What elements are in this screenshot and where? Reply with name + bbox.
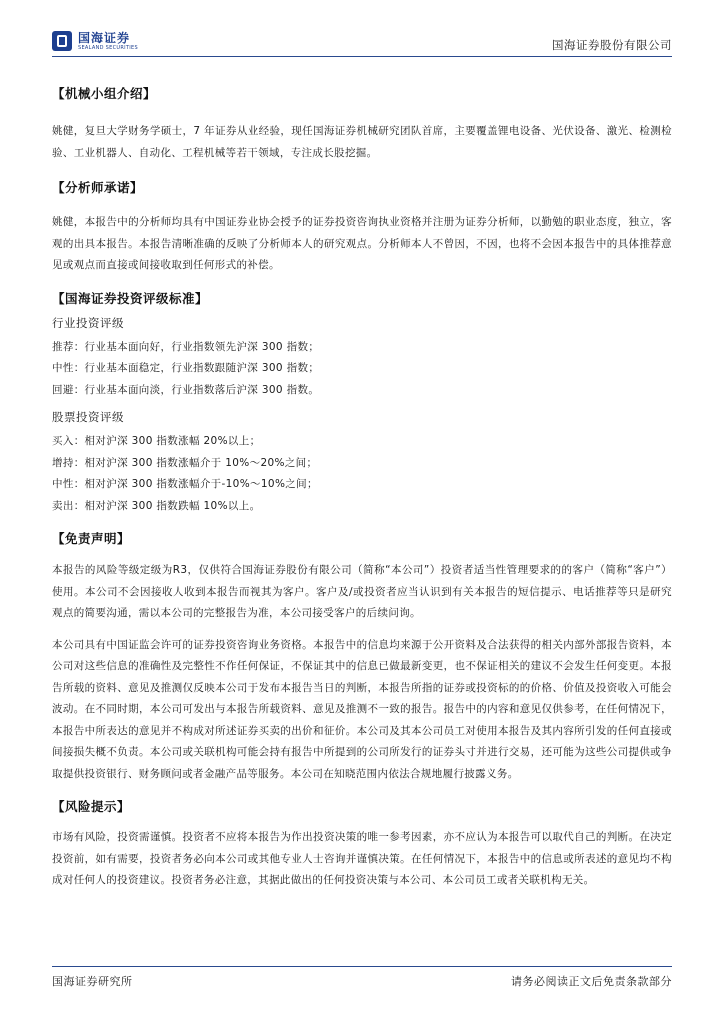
page-header: [0, 0, 724, 60]
commitment-section-body: 姚健，本报告中的分析师均具有中国证券业协会授予的证券投资咨询执业资格并注册为证券分析师，以勤勉的职业态度，独立，客观的出具本报告。本报告清晰准确的反映了分析师本人的研究观点。分析师本人不曾因，不因，也将不会因本报告中的具体推荐意见或观点而直接或间接收取到任何形式的补偿。: [52, 216, 672, 271]
stock-rating-line: 中性：相对沪深 300 指数涨幅介于-10%～10%之间；: [52, 478, 318, 490]
industry-rating-line: 推荐：行业基本面向好，行业指数领先沪深 300 指数；: [52, 340, 320, 353]
stock-rating-line: 卖出：相对沪深 300 指数跌幅 10%以上。: [52, 499, 261, 512]
industry-rating-line: 回避：行业基本面向淡，行业指数落后沪深 300 指数。: [52, 383, 320, 396]
rating-section-title: 【国海证券投资评级标准】: [52, 290, 209, 306]
stock-rating-title: 股票投资评级: [52, 410, 124, 424]
footer-divider: [52, 966, 672, 967]
disclaimer-paragraph-2: 本公司具有中国证监会许可的证券投资咨询业务资格。本报告中的信息均来源于公开资料及合法获得的相关内部外部报告资料，本公司对这些信息的准确性及完整性不作任何保证，不保证其中的信息已做最新变更，也不保证相关的建议不会发生任何变更。本报告所载的资料、意见及推测仅反映本公司于发布本报告当日的判断，本报告所指的证券或投资标的的价格、价值及投资收入可能会波动。在不同时期，本公司可发出与本报告所载资料、意见及推测不一致的报告。报告中的内容和意见仅供参考，在任何情况下，本报告中所表达的意见并不构成对所述证券买卖的出价和征价。本公司及其本公司员工对使用本报告及其内容所引发的任何直接或间接损失概不负责。本公司或关联机构可能会持有报告中所提到的公司所发行的证券头寸并进行交易，还可能为这些公司提供或争取提供投资银行、财务顾问或者金融产品等服务。本公司在知晓范围内依法合规地履行披露义务。: [52, 638, 672, 780]
header-divider: [52, 56, 672, 57]
document-body: [52, 80, 672, 892]
team-section-body: 姚健，复旦大学财务学硕士，7 年证券从业经验，现任国海证券机械研究团队首席，主要覆盖锂电设备、光伏设备、激光、检测检验、工业机器人、自动化、工程机械等若干领域，专注成长股挖掘。: [52, 125, 672, 159]
commitment-section-title: 【分析师承诺】: [52, 180, 144, 195]
logo-text-cn: 国海证券: [78, 30, 131, 45]
industry-rating-title: 行业投资评级: [52, 315, 124, 330]
company-logo: [52, 30, 138, 52]
stock-rating-line: 买入：相对沪深 300 指数涨幅 20%以上；: [52, 435, 261, 447]
team-section-title: 【机械小组介绍】: [52, 86, 157, 101]
footer-institute: 国海证券研究所: [52, 975, 133, 988]
logo-mark-icon: [52, 31, 72, 51]
industry-rating-line: 中性：行业基本面稳定，行业指数跟随沪深 300 指数；: [52, 362, 320, 374]
footer-disclaimer-note: 请务必阅读正文后免责条款部分: [511, 975, 672, 988]
header-company-name: 国海证券股份有限公司: [552, 38, 672, 52]
logo-text-en: SEALAND SECURITIES: [78, 44, 138, 51]
disclaimer-paragraph-1: 本报告的风险等级定级为R3，仅供符合国海证券股份有限公司（简称“本公司”）投资者适当性管理要求的的客户（简称“客户”）使用。本公司不会因接收人收到本报告而视其为客户。客户及/或投资者应当认识到有关本报告的短信提示、电话推荐等只是研究观点的简要沟通，需以本公司的完整报告为准，本公司接受客户的后续问询。: [52, 564, 672, 619]
stock-rating-line: 增持：相对沪深 300 指数涨幅介于 10%～20%之间；: [52, 456, 318, 469]
risk-section-title: 【风险提示】: [52, 799, 131, 814]
disclaimer-section-title: 【免责声明】: [52, 531, 131, 546]
risk-section-body: 市场有风险，投资需谨慎。投资者不应将本报告为作出投资决策的唯一参考因素，亦不应认为本报告可以取代自己的判断。在决定投资前，如有需要，投资者务必向本公司或其他专业人士咨询并谨慎决策。在任何情况下，本报告中的信息或所表述的意见均不构成对任何人的投资建议。投资者务必注意，其据此做出的任何投资决策与本公司、本公司员工或者关联机构无关。: [52, 831, 672, 886]
